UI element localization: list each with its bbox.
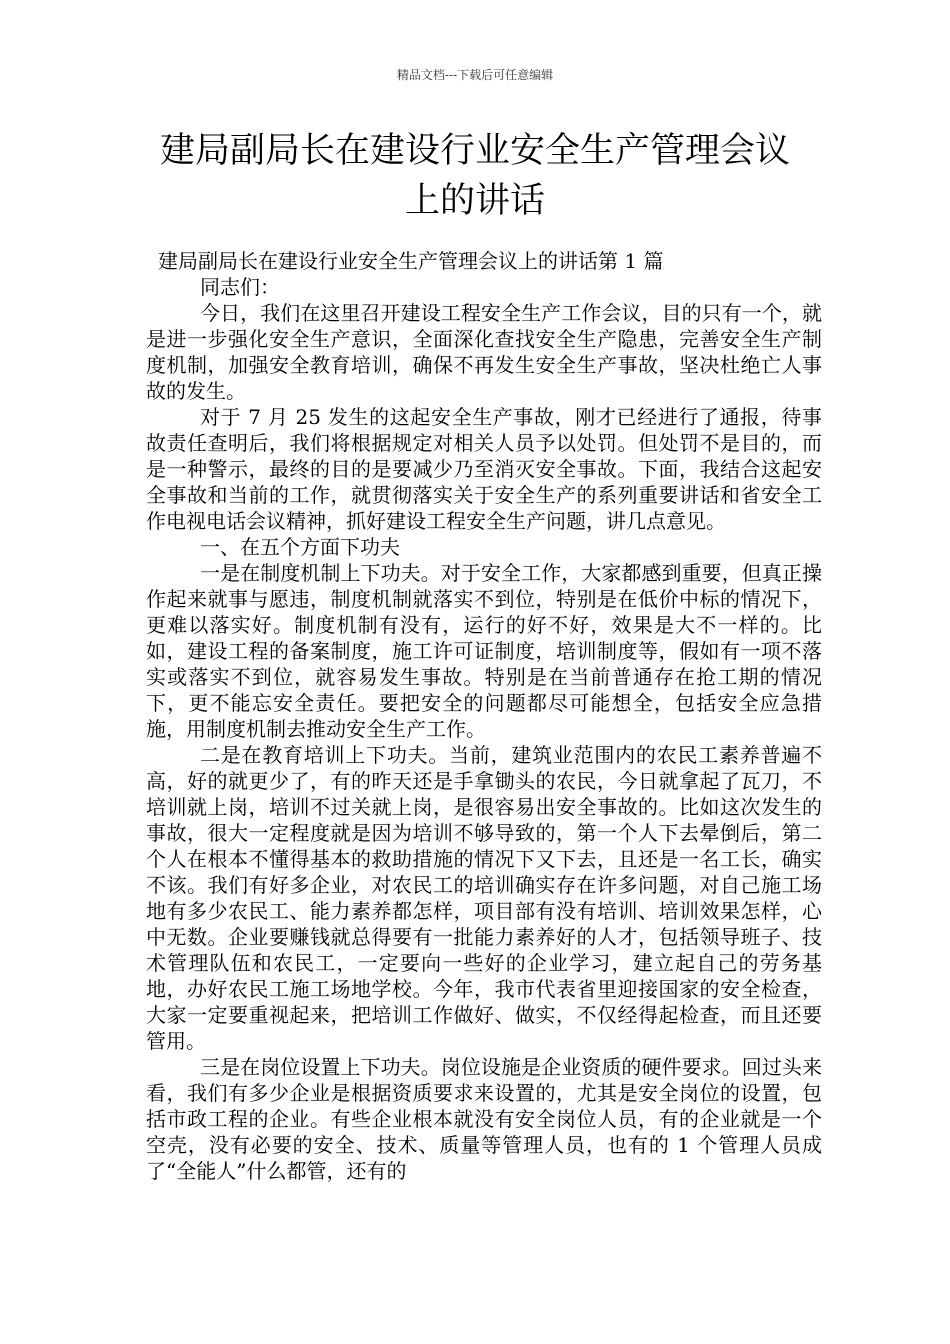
section-heading: 一、在五个方面下功夫: [200, 535, 400, 559]
document-body: [146, 248, 822, 1184]
header-note: 精品文档---下载后可任意编辑: [396, 68, 554, 82]
paragraph: 三是在岗位设置上下功夫。岗位设施是企业资质的硬件要求。回过头来看，我们有多少企业是根据资质要求来设置的，尤其是安全岗位的设置，包括市政工程的企业。有些企业根本就没有安全岗位人员，有的企业就是一个空壳，没有必要的安全、技术、质量等管理人员，也有的 1 个管理人员成了“全能人”什么都管，还有的: [146, 1055, 822, 1183]
paragraph: 二是在教育培训上下功夫。当前，建筑业范围内的农民工素养普遍不高，好的就更少了，有的昨天还是手拿锄头的农民，今日就拿起了瓦刀，不培训就上岗，培训不过关就上岗，是很容易出安全事故的。比如这次发生的事故，很大一定程度就是因为培训不够导致的，第一个人下去晕倒后，第二个人在根本不懂得基本的救助措施的情况下又下去，且还是一名工长，确实不该。我们有好多企业，对农民工的培训确实存在许多问题，对自己施工场地有多少农民工、能力素养都怎样，项目部有没有培训、培训效果怎样，心中无数。企业要赚钱就总得要有一批能力素养好的人才，包括领导班子、技术管理队伍和农民工，一定要向一些好的企业学习，建立起自己的劳务基地，办好农民工施工场地学校。今年，我市代表省里迎接国家的安全检查，大家一定要重视起来，把培训工作做好、做实，不仅经得起检查，而且还要管用。: [146, 743, 822, 1053]
paragraph: 一是在制度机制上下功夫。对于安全工作，大家都感到重要，但真正操作起来就事与愿违，制度机制就落实不到位，特别是在低价中标的情况下，更难以落实好。制度机制有没有，运行的好不好，效果是大不一样的。比如，建设工程的备案制度，施工许可证制度，培训制度等，假如有一项不落实或落实不到位，就容易发生事故。特别是在当前普通存在抢工期的情况下，更不能忘安全责任。要把安全的问题都尽可能想全，包括安全应急措施，用制度机制去推动安全生产工作。: [146, 561, 822, 741]
paragraph: 对于 7 月 25 发生的这起安全生产事故，刚才已经进行了通报，待事故责任查明后，我们将根据规定对相关人员予以处罚。但处罚不是目的，而是一种警示，最终的目的是要减少乃至消灭安全事故。下面，我结合这起安全事故和当前的工作，就贯彻落实关于安全生产的系列重要讲话和省安全工作电视电话会议精神，抓好建设工程安全生产问题，讲几点意见。: [146, 405, 822, 533]
title-line-2: 上的讲话: [404, 181, 545, 221]
title-line-1: 建局副局长在建设行业安全生产管理会议: [159, 131, 790, 171]
greeting: 同志们：: [200, 275, 280, 299]
section-subtitle: 建局副局长在建设行业安全生产管理会议上的讲话第 1 篇: [158, 249, 664, 273]
document-title: [120, 126, 830, 226]
paragraph: 今日，我们在这里召开建设工程安全生产工作会议，目的只有一个，就是进一步强化安全生产意识，全面深化查找安全生产隐患，完善安全生产制度机制，加强安全教育培训，确保不再发生安全生产事故，坚决杜绝亡人事故的发生。: [146, 301, 822, 403]
